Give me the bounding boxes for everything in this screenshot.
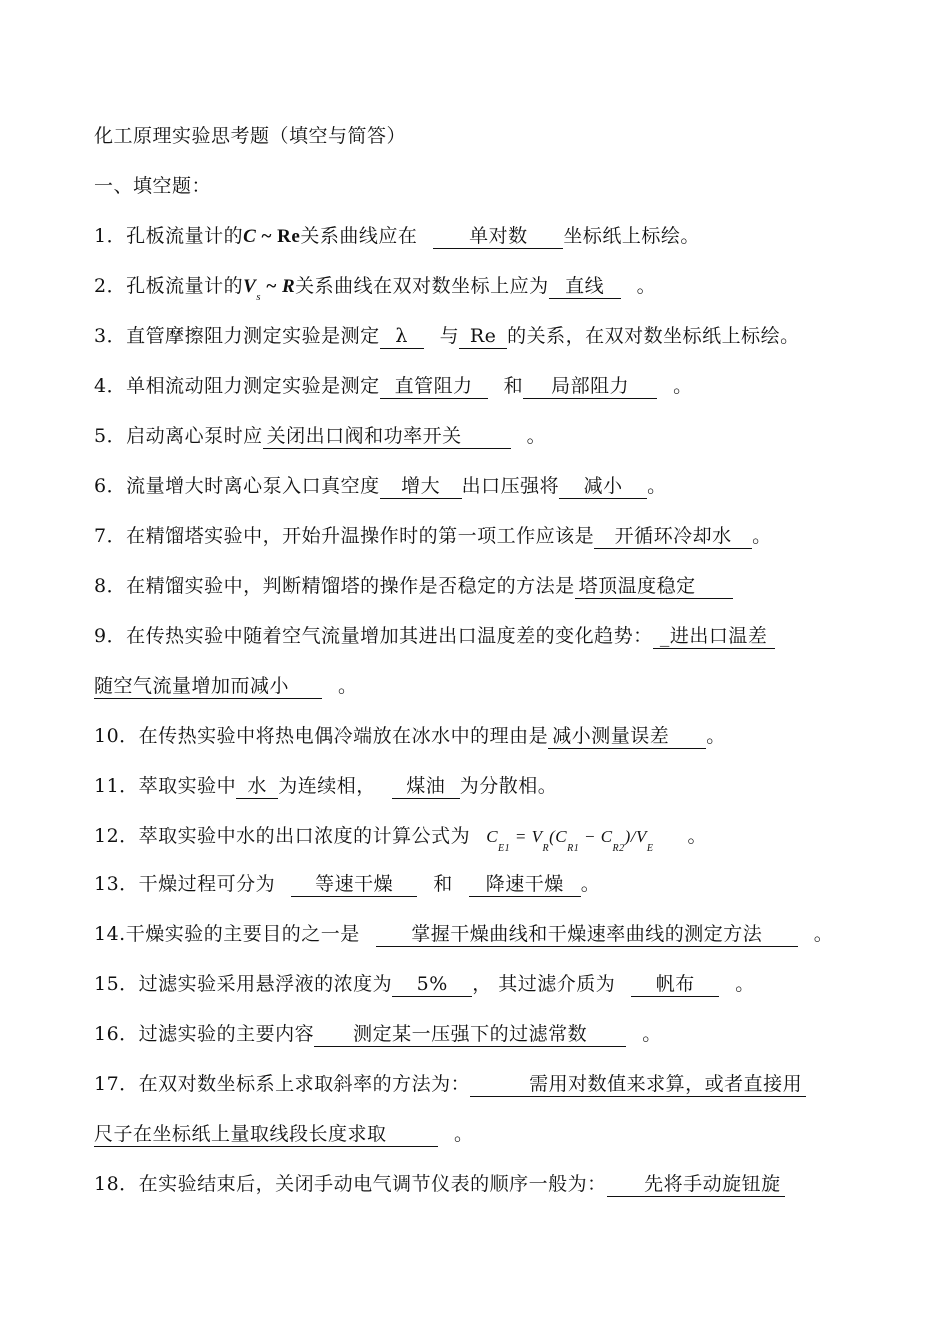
q11-text-end: 为分散相。 [459,775,558,797]
q6-text-end: 。 [647,475,667,497]
q2-answer: 直线 [549,274,621,299]
q3-answer-1: λ [380,324,424,349]
q13-text-mid: 和 [433,873,453,895]
q7-text-end: 。 [752,525,772,547]
q4-text: 4．单相流动阻力测定实验是测定 [94,375,380,397]
q10-text-end: 。 [706,725,726,747]
q12-text-end: 。 [687,825,708,847]
q18-text: 18．在实验结束后，关闭手动电气调节仪表的顺序一般为： [94,1173,607,1195]
q2-text-end: 。 [636,275,657,297]
question-9 [94,622,775,650]
question-18 [94,1170,785,1198]
q13-text-end: 。 [580,873,601,895]
q11-answer-2: 煤油 [392,774,460,799]
q14-text-end: 。 [813,923,834,945]
question-10 [94,722,726,750]
q15-answer-1: 5% [392,972,472,997]
q11-answer-1: 水 [236,774,278,799]
question-3 [94,322,800,350]
q17-text-end: 。 [454,1123,474,1145]
q17-answer-line-2: 尺子在坐标纸上量取线段长度求取 [94,1122,438,1147]
q5-text: 5．启动离心泵时应 [94,425,263,447]
q16-answer: 测定某一压强下的过滤常数 [314,1022,626,1047]
q5-text-end: 。 [526,425,547,447]
q13-answer-2: 降速干燥 [469,872,581,897]
q2-formula: $V_s$ ~ R [243,276,296,303]
q14-answer: 掌握干燥曲线和干燥速率曲线的测定方法 [376,922,798,947]
q9-answer-line-1: _进出口温差 [653,624,775,649]
q15-text-end: 。 [735,973,755,995]
q3-text: 3．直管摩擦阻力测定实验是测定 [94,325,380,347]
question-12 [94,822,707,854]
q1-answer: 单对数 [433,224,563,249]
q1-formula: C ~ Re [243,226,301,247]
q4-answer-1: 直管阻力 [380,374,488,399]
q7-text: 7．在精馏塔实验中，开始升温操作时的第一项工作应该是 [94,525,595,547]
q16-text-end: 。 [642,1023,662,1045]
question-16 [94,1020,662,1048]
q12-formula: $C_{E1} = V_R(C_{R1} - C_{R2})/V_E$ [486,827,654,854]
q1-text-mid: 关系曲线应在 [300,225,418,247]
q16-text: 16．过滤实验的主要内容 [94,1023,315,1045]
q5-answer: 关闭出口阀和功率开关 [263,424,511,449]
q3-text-mid: 与 [439,325,460,347]
q15-answer-2: 帆布 [631,972,719,997]
q1-text-end: 坐标纸上标绘。 [563,225,700,247]
q17-answer-line-1: 需用对数值来求算，或者直接用 [470,1072,806,1097]
question-2 [94,272,656,303]
q13-text: 13．干燥过程可分为 [94,873,276,895]
question-7 [94,522,772,550]
q9-text: 9．在传热实验中随着空气流量增加其进出口温度差的变化趋势： [94,625,653,647]
q10-text: 10．在传热实验中将热电偶冷端放在冰水中的理由是 [94,725,549,747]
question-15 [94,970,755,998]
q6-text: 6．流量增大时离心泵入口真空度 [94,475,380,497]
question-14 [94,920,833,948]
question-6 [94,472,667,500]
q2-text-mid: 关系曲线在双对数坐标上应为 [295,275,549,297]
q6-text-mid: 出口压强将 [461,475,560,497]
q2-text: 2．孔板流量计的 [94,275,244,297]
q11-text: 11．萃取实验中 [94,775,237,797]
q17-text: 17．在双对数坐标系上求取斜率的方法为： [94,1073,471,1095]
q7-answer: 开循环冷却水 [594,524,752,549]
q14-text: 14.干燥实验的主要目的之一是 [94,923,360,945]
question-5 [94,422,546,450]
q4-text-end: 。 [673,375,693,397]
question-1 [94,222,700,251]
q15-text: 15．过滤实验采用悬浮液的浓度为 [94,973,393,995]
q13-answer-1: 等速干燥 [291,872,417,897]
q18-answer: 先将手动旋钮旋 [607,1172,785,1197]
q1-text: 1．孔板流量计的 [94,225,244,247]
q10-answer: 减小测量误差 [548,724,706,749]
q11-text-mid: 为连续相， [278,775,376,797]
q8-answer: 塔顶温度稳定 [575,574,733,599]
q4-text-mid: 和 [503,375,524,397]
section-heading: 一、填空题： [94,175,212,197]
document-title: 化工原理实验思考题（填空与简答） [94,125,407,147]
q4-answer-2: 局部阻力 [523,374,657,399]
q8-text: 8．在精馏实验中，判断精馏塔的操作是否稳定的方法是 [94,575,575,597]
q6-answer-1: 增大 [380,474,462,499]
q6-answer-2: 减小 [559,474,647,499]
question-11 [94,772,557,800]
question-4 [94,372,693,400]
question-17-cont [94,1120,474,1148]
question-13 [94,870,600,898]
question-8 [94,572,733,600]
question-9-cont [94,672,358,700]
q3-text-end: 的关系，在双对数坐标纸上标绘。 [507,325,800,347]
q3-answer-2: Re [459,324,507,349]
q9-answer-line-2: 随空气流量增加而减小 [94,674,322,699]
q12-text: 12．萃取实验中水的出口浓度的计算公式为 [94,825,471,847]
q15-text-mid: ， 其过滤介质为 [472,973,616,995]
question-17 [94,1070,806,1098]
q9-text-end: 。 [338,675,358,697]
